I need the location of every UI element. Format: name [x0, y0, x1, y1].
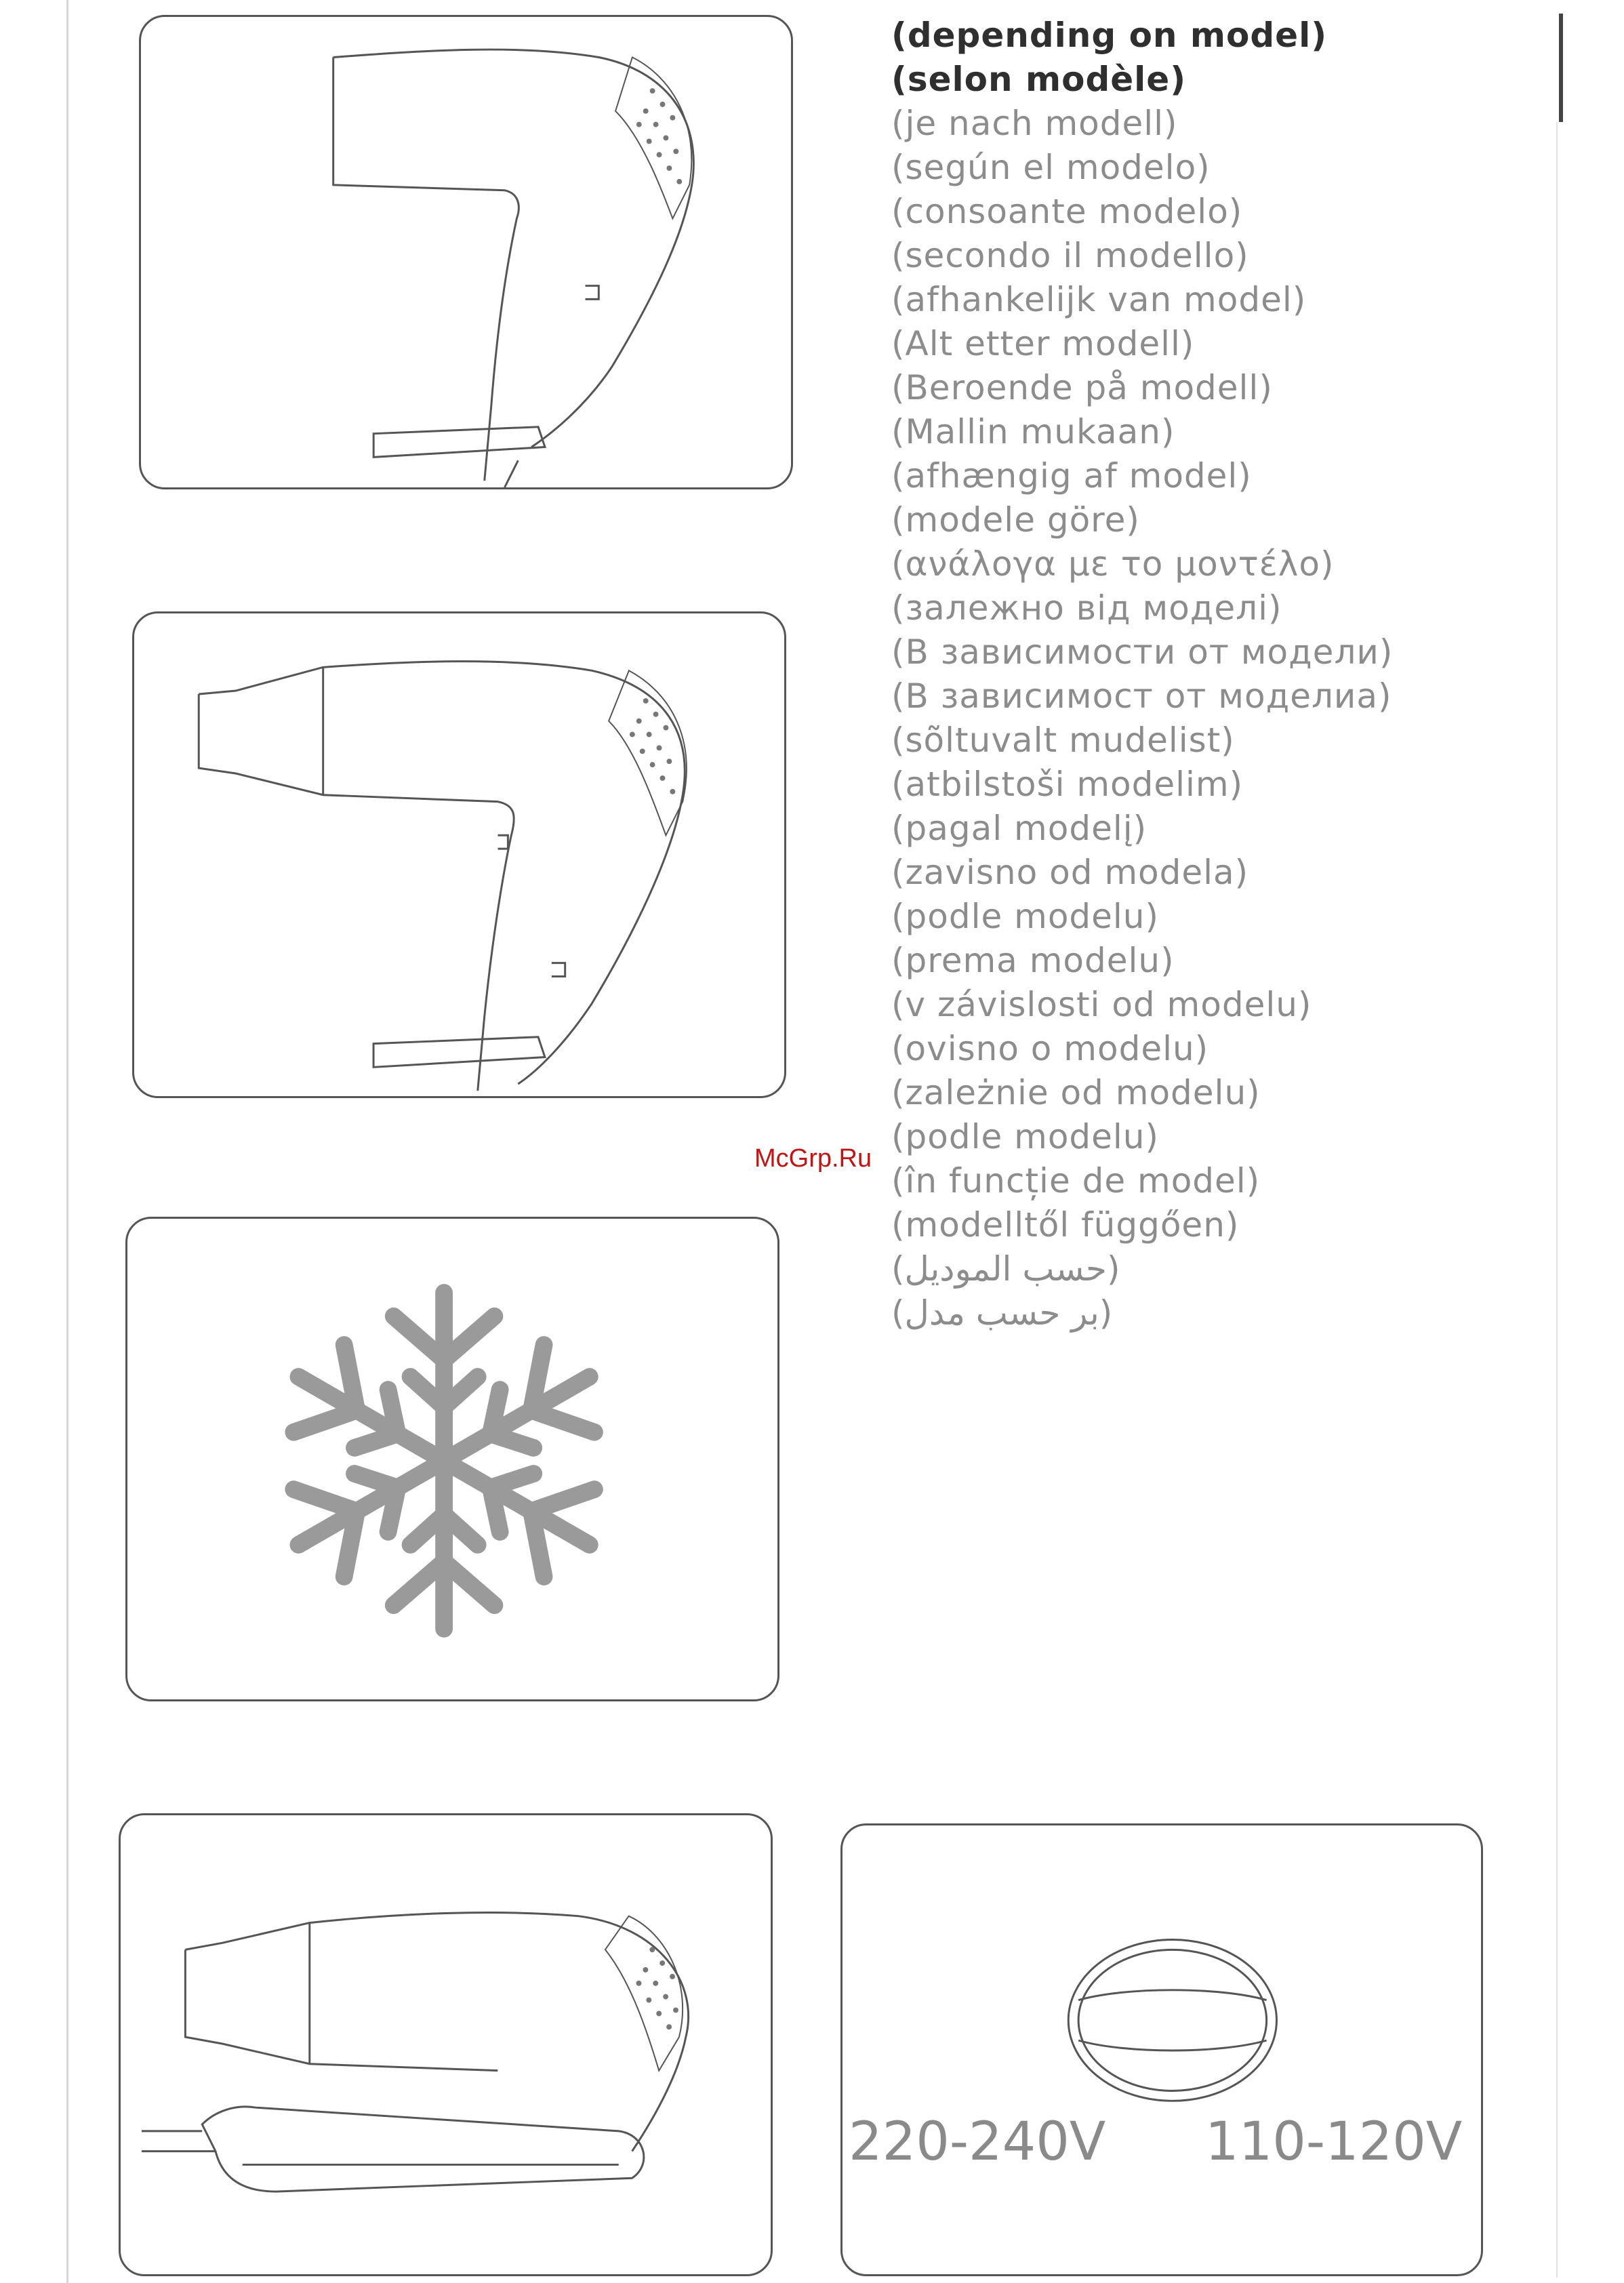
- panel-dryer-basic: [139, 15, 793, 489]
- panel-cool-shot: [125, 1217, 779, 1701]
- lang-de: (je nach modell): [891, 104, 1178, 143]
- lang-en: (depending on model): [891, 16, 1328, 55]
- lang-fr: (selon modèle): [891, 60, 1187, 99]
- lang-no: (Alt etter modell): [891, 324, 1195, 363]
- lang-et: (sõltuvalt mudelist): [891, 721, 1235, 760]
- lang-pl: (zależnie od modelu): [891, 1073, 1261, 1112]
- panel-voltage-selector: [840, 1823, 1483, 2276]
- voltage-right-label: 110-120V: [1205, 2112, 1463, 2173]
- hair-dryer-illustration: [141, 17, 791, 487]
- model-note-list: [891, 14, 1522, 1335]
- panel-dryer-concentrator: [132, 611, 786, 1098]
- lang-fi: (Mallin mukaan): [891, 412, 1175, 451]
- lang-nl: (afhankelijk van model): [891, 280, 1307, 319]
- lang-fa: (بر حسب مدل): [891, 1293, 1113, 1333]
- lang-ru: (В зависимости от модели): [891, 632, 1394, 672]
- lang-el: (ανάλογα με το μοντέλο): [891, 544, 1335, 584]
- lang-ro: (în funcție de model): [891, 1161, 1261, 1200]
- lang-uk: (залежно від моделі): [891, 588, 1282, 628]
- scan-edge-left: [66, 0, 68, 2283]
- lang-it: (secondo il modello): [891, 236, 1249, 275]
- lang-lv: (atbilstoši modelim): [891, 765, 1244, 804]
- watermark: McGrp.Ru: [754, 1144, 872, 1173]
- lang-bg: (В зависимост от моделиа): [891, 676, 1392, 716]
- lang-hr: (prema modelu): [891, 941, 1175, 980]
- folded-dryer-illustration: [121, 1815, 771, 2274]
- lang-cs: (podle modelu): [891, 897, 1160, 936]
- lang-hu: (modelltől függően): [891, 1205, 1240, 1245]
- lang-sr: (zavisno od modela): [891, 853, 1249, 892]
- lang-da: (afhængig af model): [891, 456, 1252, 496]
- voltage-left-label: 220-240V: [849, 2112, 1106, 2173]
- panel-dryer-folded: [119, 1813, 773, 2276]
- lang-sv: (Beroende på modell): [891, 368, 1273, 407]
- hair-dryer-concentrator-illustration: [134, 613, 784, 1096]
- lang-bs: (ovisno o modelu): [891, 1029, 1209, 1068]
- lang-tr: (modele göre): [891, 500, 1140, 540]
- voltage-switch-icon: [843, 1825, 1481, 2274]
- snowflake-icon: [127, 1219, 777, 1699]
- lang-sk: (v závislosti od modelu): [891, 985, 1312, 1024]
- lang-es: (según el modelo): [891, 148, 1211, 187]
- scan-edge-right-mark: [1559, 14, 1563, 122]
- lang-ar: (حسب الموديل): [891, 1249, 1120, 1289]
- lang-cs-2: (podle modelu): [891, 1117, 1160, 1156]
- lang-pt: (consoante modelo): [891, 192, 1243, 231]
- lang-lt: (pagal modelį): [891, 809, 1148, 848]
- scan-edge-right: [1556, 122, 1558, 2278]
